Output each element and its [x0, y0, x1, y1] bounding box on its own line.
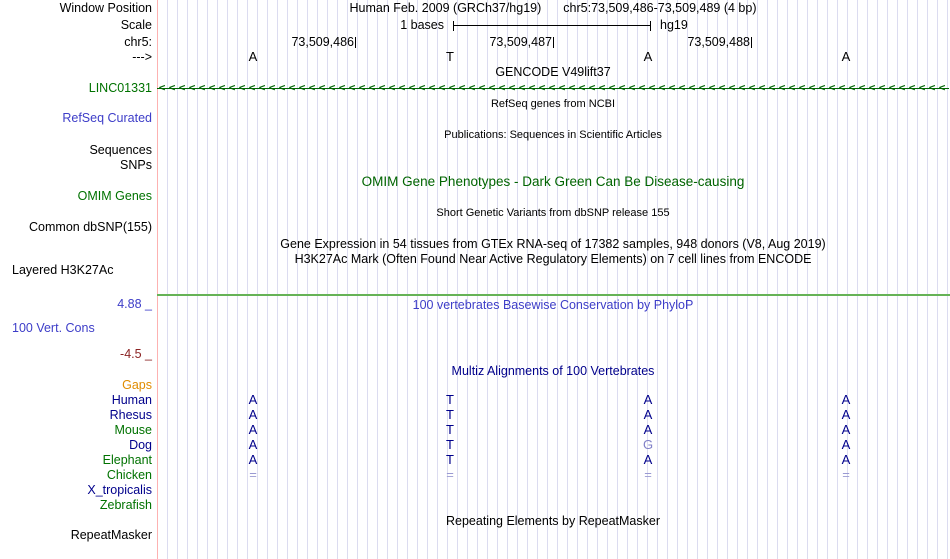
gene-strand-arrow-icon: <	[768, 81, 776, 94]
gene-strand-arrow-icon: <	[558, 81, 566, 94]
ruler-tick	[751, 37, 752, 48]
gene-strand-arrow-icon: <	[298, 81, 306, 94]
assembly-text: Human Feb. 2009 (GRCh37/hg19)	[349, 1, 542, 15]
multiz-base-letter: T	[446, 422, 454, 437]
conservation-max-value: 4.88 _	[117, 297, 152, 311]
gene-strand-arrow-icon: <	[248, 81, 256, 94]
gene-label-linc01331[interactable]: LINC01331	[88, 81, 152, 95]
multiz-base-letter: T	[446, 392, 454, 407]
gene-strand-arrow-icon: <	[378, 81, 386, 94]
gene-strand-arrow-icon: <	[198, 81, 206, 94]
sequence-base-letter: A	[841, 49, 851, 64]
gene-strand-arrow-icon: <	[798, 81, 806, 94]
gene-strand-arrow-icon: <	[938, 81, 946, 94]
track-title-publications[interactable]: Publications: Sequences in Scientific Articles	[444, 129, 662, 141]
gene-strand-arrow-icon: <	[888, 81, 896, 94]
sequence-base-letter: T	[446, 49, 454, 64]
track-title-gencode[interactable]: GENCODE V49lift37	[495, 65, 611, 79]
gene-strand-arrow-icon: <	[448, 81, 456, 94]
gene-strand-arrow-icon: <	[308, 81, 316, 94]
gene-strand-arrow-icon: <	[818, 81, 826, 94]
scale-bar-right-tick	[650, 21, 651, 31]
multiz-species-label[interactable]: Dog	[129, 438, 152, 452]
gene-strand-arrow-icon: <	[488, 81, 496, 94]
ruler-mark-label: 73,509,487	[489, 35, 552, 49]
track-label-omim-genes[interactable]: OMIM Genes	[77, 189, 152, 203]
track-label-sequences[interactable]: Sequences	[89, 143, 152, 157]
gene-strand-arrow-icon: <	[408, 81, 416, 94]
multiz-base-letter: =	[249, 467, 257, 482]
gene-strand-arrow-icon: <	[598, 81, 606, 94]
gene-strand-arrow-icon: <	[168, 81, 176, 94]
gene-strand-arrow-icon: <	[538, 81, 546, 94]
multiz-species-label[interactable]: Elephant	[102, 453, 152, 467]
gene-strand-arrow-icon: <	[208, 81, 216, 94]
position-range-text: chr5:73,509,486-73,509,489 (4 bp)	[563, 1, 757, 15]
multiz-base-letter: =	[842, 467, 850, 482]
gene-strand-arrow-icon: <	[658, 81, 666, 94]
gene-strand-arrow-icon: <	[528, 81, 536, 94]
multiz-base-letter: A	[841, 422, 851, 437]
gene-strand-arrow-icon: <	[788, 81, 796, 94]
ruler-mark-label: 73,509,488	[687, 35, 750, 49]
gene-strand-arrow-icon: <	[548, 81, 556, 94]
gene-strand-arrow-icon: <	[898, 81, 906, 94]
sequence-base-letter: A	[248, 49, 258, 64]
gene-strand-arrow-icon: <	[478, 81, 486, 94]
conservation-baseline	[157, 294, 950, 296]
gene-strand-arrow-icon: <	[278, 81, 286, 94]
track-title-omim[interactable]: OMIM Gene Phenotypes - Dark Green Can Be Disease-causing	[361, 174, 745, 189]
multiz-base-letter: A	[841, 437, 851, 452]
ruler-mark-label: 73,509,486	[291, 35, 354, 49]
gene-strand-arrow-icon: <	[808, 81, 816, 94]
gene-strand-arrow-icon: <	[618, 81, 626, 94]
track-title-refseq[interactable]: RefSeq genes from NCBI	[490, 98, 616, 110]
gene-strand-arrow-icon: <	[508, 81, 516, 94]
ruler-tick	[355, 37, 356, 48]
multiz-species-label[interactable]: Mouse	[114, 423, 152, 437]
gene-strand-arrow-icon: <	[588, 81, 596, 94]
multiz-base-letter: A	[643, 452, 653, 467]
gene-strand-arrow-icon: <	[258, 81, 266, 94]
gene-strand-arrow-icon: <	[848, 81, 856, 94]
strand-direction-label: --->	[132, 50, 152, 64]
gene-strand-arrow-icon: <	[268, 81, 276, 94]
gene-strand-arrow-icon: <	[698, 81, 706, 94]
gene-strand-arrow-icon: <	[708, 81, 716, 94]
gene-strand-arrow-icon: <	[328, 81, 336, 94]
multiz-base-letter: G	[642, 437, 654, 452]
grid-line	[947, 0, 948, 559]
gene-strand-arrow-icon: <	[218, 81, 226, 94]
multiz-species-label[interactable]: Rhesus	[109, 408, 152, 422]
multiz-base-letter: A	[841, 407, 851, 422]
multiz-base-letter: T	[446, 452, 454, 467]
track-label-common-dbsnp[interactable]: Common dbSNP(155)	[29, 220, 152, 234]
gene-strand-arrow-icon: <	[458, 81, 466, 94]
gene-strand-arrow-icon: <	[628, 81, 636, 94]
track-label-100-vert-cons[interactable]: 100 Vert. Cons	[12, 321, 95, 335]
gene-strand-arrow-icon: <	[568, 81, 576, 94]
gene-strand-arrow-icon: <	[688, 81, 696, 94]
sequence-base-letter: A	[643, 49, 653, 64]
track-label-repeatmasker[interactable]: RepeatMasker	[70, 528, 152, 542]
multiz-species-label[interactable]: X_tropicalis	[87, 483, 152, 497]
gene-strand-arrow-icon: <	[918, 81, 926, 94]
gene-strand-arrow-icon: <	[858, 81, 866, 94]
multiz-base-letter: A	[248, 437, 258, 452]
multiz-base-letter: A	[248, 392, 258, 407]
window-position-label: Window Position	[59, 1, 152, 15]
gene-strand-arrow-icon: <	[348, 81, 356, 94]
gene-strand-arrow-icon: <	[518, 81, 526, 94]
gene-strand-arrow-icon: <	[288, 81, 296, 94]
gene-strand-arrow-icon: <	[468, 81, 476, 94]
gene-strand-arrow-icon: <	[608, 81, 616, 94]
multiz-base-letter: A	[248, 422, 258, 437]
gene-strand-arrow-icon: <	[438, 81, 446, 94]
conservation-min-value: -4.5 _	[120, 347, 152, 361]
gene-strand-arrow-icon: <	[228, 81, 236, 94]
chrom-label: chr5:	[124, 35, 152, 49]
multiz-base-letter: A	[841, 452, 851, 467]
gene-strand-arrow-icon: <	[878, 81, 886, 94]
assembly-short-label: hg19	[660, 18, 688, 32]
multiz-base-letter: A	[248, 407, 258, 422]
track-title-dbsnp[interactable]: Short Genetic Variants from dbSNP release 155	[436, 207, 670, 219]
track-title-gtex[interactable]: Gene Expression in 54 tissues from GTEx RNA-seq of 17382 samples, 948 donors (V8, Aug 2019)	[280, 237, 826, 251]
multiz-base-letter: A	[841, 392, 851, 407]
gene-strand-arrow-icon: <	[728, 81, 736, 94]
gene-strand-arrow-icon: <	[238, 81, 246, 94]
gene-strand-arrow-icon: <	[358, 81, 366, 94]
gene-strand-arrow-icon: <	[418, 81, 426, 94]
multiz-base-letter: T	[446, 437, 454, 452]
gene-strand-arrow-icon: <	[908, 81, 916, 94]
multiz-species-label[interactable]: Chicken	[106, 468, 152, 482]
gene-strand-arrow-icon: <	[758, 81, 766, 94]
gene-strand-arrow-icon: <	[188, 81, 196, 94]
multiz-base-letter: A	[248, 452, 258, 467]
gene-strand-arrow-icon: <	[178, 81, 186, 94]
gene-strand-arrow-icon: <	[838, 81, 846, 94]
gene-strand-arrow-icon: <	[368, 81, 376, 94]
gene-strand-arrow-icon: <	[928, 81, 936, 94]
multiz-species-label[interactable]: Human	[111, 393, 152, 407]
gene-strand-arrow-icon: <	[318, 81, 326, 94]
position-header	[157, 1, 949, 15]
gene-strand-arrow-icon: <	[578, 81, 586, 94]
gene-strand-arrow-icon: <	[718, 81, 726, 94]
multiz-base-letter: T	[446, 407, 454, 422]
scale-bar	[453, 25, 651, 26]
ruler-tick	[553, 37, 554, 48]
multiz-base-letter: =	[644, 467, 652, 482]
scale-value-label: 1 bases	[400, 18, 444, 32]
multiz-species-label[interactable]: Zebrafish	[99, 498, 152, 512]
track-label-snps[interactable]: SNPs	[120, 158, 152, 172]
gene-strand-arrow-icon: <	[748, 81, 756, 94]
multiz-species-label[interactable]: Gaps	[122, 378, 152, 392]
gene-strand-arrow-icon: <	[738, 81, 746, 94]
gene-strand-arrow-icon: <	[398, 81, 406, 94]
multiz-base-letter: A	[643, 407, 653, 422]
gene-strand-arrow-icon: <	[338, 81, 346, 94]
scale-row-label: Scale	[120, 18, 152, 32]
track-label-layered-h3k27ac[interactable]: Layered H3K27Ac	[12, 263, 114, 277]
gene-strand-arrow-icon: <	[678, 81, 686, 94]
gene-strand-arrow-icon: <	[648, 81, 656, 94]
gene-strand-arrow-icon: <	[428, 81, 436, 94]
multiz-base-letter: =	[446, 467, 454, 482]
gene-strand-arrow-icon: <	[868, 81, 876, 94]
gene-strand-arrow-icon: <	[158, 81, 166, 94]
gene-strand-arrow-icon: <	[828, 81, 836, 94]
track-title-multiz[interactable]: Multiz Alignments of 100 Vertebrates	[451, 364, 655, 378]
scale-bar-left-tick	[453, 21, 454, 31]
track-title-h3k27ac[interactable]: H3K27Ac Mark (Often Found Near Active Regulatory Elements) on 7 cell lines from ENCODE	[294, 252, 812, 266]
gene-strand-arrow-icon: <	[388, 81, 396, 94]
gene-strand-arrow-icon: <	[668, 81, 676, 94]
gene-strand-arrow-icon: <	[638, 81, 646, 94]
track-title-phylop[interactable]: 100 vertebrates Basewise Conservation by PhyloP	[412, 298, 694, 312]
track-title-repeatmasker[interactable]: Repeating Elements by RepeatMasker	[445, 514, 660, 528]
gene-strand-arrow-icon: <	[778, 81, 786, 94]
track-label-refseq-curated[interactable]: RefSeq Curated	[62, 111, 152, 125]
multiz-base-letter: A	[643, 392, 653, 407]
multiz-base-letter: A	[643, 422, 653, 437]
gene-strand-arrow-icon: <	[498, 81, 506, 94]
